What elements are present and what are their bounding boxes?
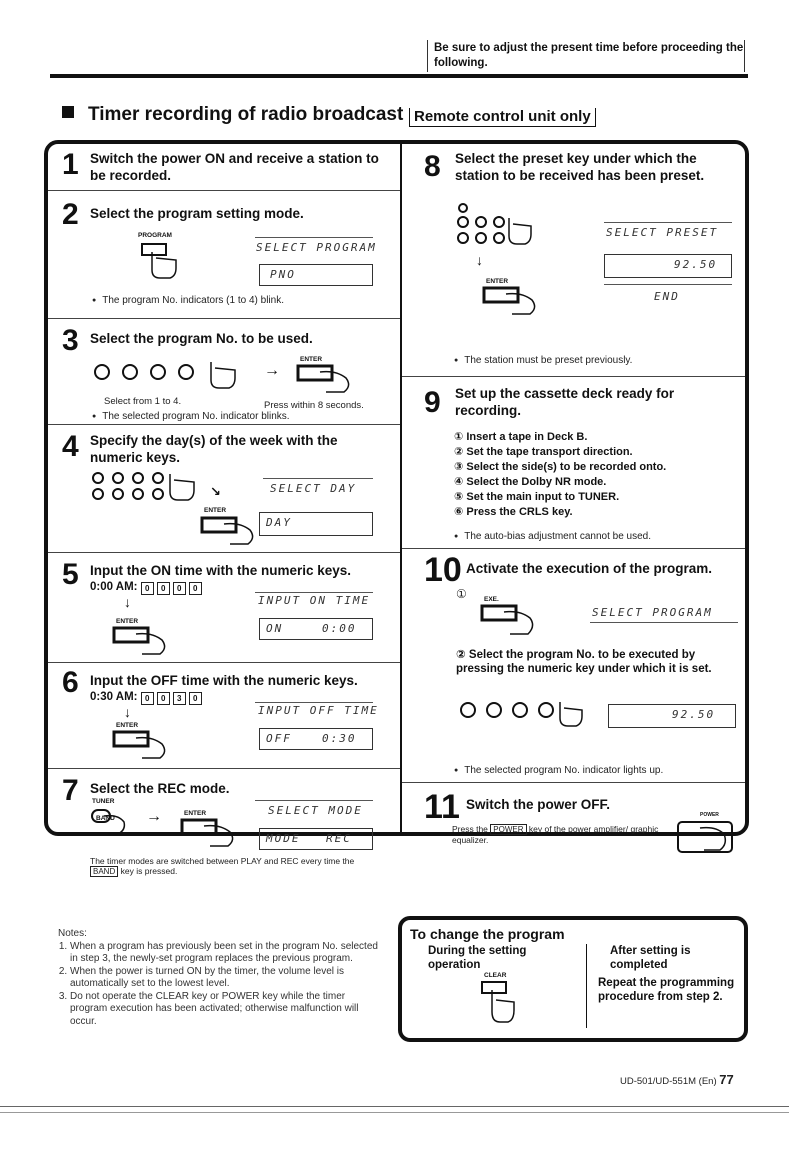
- step-note: [90, 856, 380, 877]
- change-box-divider: [586, 944, 587, 1028]
- step-title: Select the program No. to be used.: [90, 331, 313, 346]
- lcd-display: SELECT MODE: [268, 804, 363, 817]
- lcd-display: SELECT PRESET: [606, 226, 719, 239]
- step-title: Input the ON time with the numeric keys.: [90, 563, 352, 578]
- lcd-display: SELECT DAY: [270, 482, 357, 495]
- step-title: Select the program setting mode.: [90, 206, 304, 221]
- note-item: 3. Do not operate the CLEAR key or POWER key while the timer program execution has been activated; otherwise malfunction will occur.: [70, 991, 378, 1029]
- digit-key: 0: [189, 692, 202, 705]
- exe-key-hand-icon: [480, 602, 540, 638]
- enter-key-label: ENTER: [184, 810, 207, 817]
- tuner-label: TUNER: [92, 798, 115, 805]
- notes-section: [58, 928, 378, 1028]
- digit-key: 0: [173, 582, 186, 595]
- separator: [48, 552, 400, 553]
- digit-key: 0: [141, 582, 154, 595]
- power-keycap: POWER: [490, 824, 526, 835]
- digit-key: 0: [189, 582, 202, 595]
- time-label: [90, 690, 205, 705]
- lcd-display: PNO: [270, 268, 296, 281]
- hand-press-icon: [205, 358, 239, 392]
- time-label: [90, 580, 205, 595]
- digit-key: 0: [157, 582, 170, 595]
- lcd-rule: [255, 237, 373, 238]
- step-title: Switch the power ON and receive a station to be recorded.: [90, 151, 379, 183]
- step-title: Set up the cassette deck ready for recording.: [455, 386, 675, 418]
- lcd-display: SELECT PROGRAM: [256, 241, 377, 254]
- step-note-text: key is pressed.: [120, 866, 178, 876]
- column-divider: [400, 140, 402, 836]
- lcd-rule: [604, 222, 732, 223]
- program-key-label: PROGRAM: [138, 232, 172, 239]
- step-number: 6: [62, 666, 79, 699]
- step-number: 4: [62, 430, 79, 463]
- step-note: ● The selected program No. indicator lights up.: [454, 764, 734, 777]
- step-note-text: The timer modes are switched between PLAY and REC every time the: [90, 856, 355, 866]
- enter-key-label: ENTER: [486, 278, 509, 285]
- step9-item: ③ Select the side(s) to be recorded onto.: [454, 461, 667, 473]
- step9-item: ① Insert a tape in Deck B.: [454, 431, 588, 443]
- arrow-down-right-icon: ↘: [210, 484, 221, 499]
- lcd-display: 92.50: [674, 258, 718, 271]
- digit-key: 3: [173, 692, 186, 705]
- step-note: ● The selected program No. indicator blinks.: [92, 410, 392, 423]
- change-box-right-head: After setting is completed: [610, 945, 691, 971]
- separator: [402, 782, 745, 783]
- lcd-display: ON: [266, 622, 284, 635]
- numeric-keys-icon: [456, 696, 586, 732]
- step-number: 1: [62, 148, 79, 181]
- step9-item: ⑤ Set the main input to TUNER.: [454, 491, 620, 503]
- band-keycap: BAND: [90, 866, 118, 877]
- substep-marker: ①: [456, 587, 467, 601]
- separator: [48, 190, 400, 191]
- lcd-display: MODE: [266, 832, 301, 845]
- enter-key-hand-icon: [482, 284, 542, 318]
- separator: [48, 768, 400, 769]
- model-number: UD-501/UD-551M (En): [620, 1076, 717, 1087]
- square-bullet-icon: [62, 106, 74, 118]
- lcd-display: SELECT PROGRAM: [592, 606, 713, 619]
- note-item: 2. When the power is turned ON by the timer, the volume level is automatically set to the lowest level.: [70, 966, 378, 991]
- enter-key-hand-icon: [112, 624, 172, 658]
- step-title: Select the REC mode.: [90, 781, 230, 796]
- arrow-right-icon: →: [146, 808, 162, 825]
- step-number: 9: [424, 386, 441, 419]
- step-number: 3: [62, 324, 79, 357]
- enter-key-label: ENTER: [204, 507, 227, 514]
- page-number: 77: [719, 1072, 734, 1087]
- step-number: 5: [62, 558, 79, 591]
- step-note-text: Press the: [452, 824, 488, 834]
- step9-item: ⑥ Press the CRLS key.: [454, 506, 573, 518]
- step-title: Specify the day(s) of the week with the numeric keys.: [90, 433, 338, 465]
- lcd-display: 0:30: [322, 732, 357, 745]
- preset-keys-icon: [455, 202, 535, 252]
- lcd-display: OFF: [266, 732, 292, 745]
- lcd-rule: [604, 284, 732, 285]
- lcd-display: DAY: [266, 516, 292, 529]
- remote-only-badge: Remote control unit only: [409, 108, 596, 127]
- step-note: ● The auto-bias adjustment cannot be used.: [454, 530, 734, 543]
- notes-title: Notes:: [58, 928, 87, 939]
- digit-key: 0: [157, 692, 170, 705]
- step-number: 2: [62, 198, 79, 231]
- separator: [402, 376, 745, 377]
- lcd-display: INPUT ON TIME: [258, 594, 371, 607]
- notes-list: [58, 941, 378, 1029]
- change-box-title: To change the program: [410, 926, 565, 942]
- step-note-text: key of the power amplifier/ graphic equalizer.: [452, 824, 659, 845]
- step-title: Select the preset key under which the station to be received has been preset.: [455, 151, 705, 183]
- numeric-keys-icon: [90, 358, 210, 384]
- top-rule: [50, 74, 748, 78]
- digit-key: 0: [141, 692, 154, 705]
- enter-key-hand-icon: [112, 728, 172, 762]
- step-number: 11: [424, 788, 460, 826]
- lcd-rule: [255, 800, 373, 801]
- arrow-right-icon: →: [264, 362, 280, 379]
- separator: [48, 424, 400, 425]
- clear-key-hand-icon: [480, 978, 516, 1028]
- step-note: ● The program No. indicators (1 to 4) blink.: [92, 294, 392, 307]
- separator: [402, 548, 745, 549]
- substep-text: ② Select the program No. to be executed by pressing the numeric key under which it is set.: [456, 649, 712, 675]
- step9-item: ② Set the tape transport direction.: [454, 446, 633, 458]
- lcd-rule: [590, 622, 738, 623]
- band-key-label: BAND: [96, 815, 115, 822]
- step9-item: ④ Select the Dolby NR mode.: [454, 476, 607, 488]
- page-title: [62, 104, 403, 126]
- lcd-display: END: [654, 290, 680, 303]
- page-footer: [620, 1072, 734, 1087]
- separator: [48, 318, 400, 319]
- power-key-hand-icon: [676, 818, 736, 858]
- separator: [48, 662, 400, 663]
- step-note: ● The station must be preset previously.: [454, 354, 734, 367]
- step-number: 8: [424, 150, 441, 183]
- power-key-label: POWER: [700, 812, 719, 818]
- time-label-text: 0:00 AM:: [90, 581, 138, 593]
- lcd-display: REC: [326, 832, 352, 845]
- step-number: 7: [62, 774, 79, 807]
- clear-key-label: CLEAR: [484, 972, 507, 979]
- enter-key-label: ENTER: [300, 356, 323, 363]
- lcd-display: INPUT OFF TIME: [258, 704, 379, 717]
- page-title-text: Timer recording of radio broadcast: [88, 104, 404, 125]
- time-label-text: 0:30 AM:: [90, 691, 138, 703]
- hand-press-icon: [140, 240, 180, 282]
- step-subnote: Press within 8 seconds.: [264, 400, 364, 411]
- note-item: 1. When a program has previously been set in the program No. selected in step 3, the newly-set program replaces the previous program.: [70, 941, 378, 966]
- step-note: [452, 824, 672, 845]
- lcd-rule: [255, 592, 373, 593]
- change-box-right-text: Repeat the programming procedure from step 2.: [598, 977, 735, 1003]
- step-title: Input the OFF time with the numeric keys.: [90, 673, 358, 688]
- lcd-display: 92.50: [672, 708, 716, 721]
- enter-key-hand-icon: [180, 816, 240, 850]
- bottom-rule: [0, 1106, 789, 1107]
- step-subnote: Select from 1 to 4.: [104, 396, 182, 407]
- lcd-rule: [263, 478, 373, 479]
- step-title: Activate the execution of the program.: [466, 561, 713, 576]
- enter-key-label: ENTER: [116, 722, 139, 729]
- change-box-left-head: During the setting operation: [428, 945, 527, 971]
- arrow-down-icon: ↓: [476, 252, 483, 268]
- step-number: 10: [424, 551, 462, 589]
- enter-key-hand-icon: [200, 514, 260, 548]
- lcd-display: 0:00: [322, 622, 357, 635]
- arrow-down-icon: ↓: [124, 594, 131, 610]
- lcd-rule: [255, 702, 373, 703]
- numeric-keys-icon: [90, 470, 200, 504]
- exe-key-label: EXE.: [484, 596, 499, 603]
- notice-box: Be sure to adjust the present time before proceeding the following.: [427, 40, 745, 72]
- enter-key-label: ENTER: [116, 618, 139, 625]
- step-title: Switch the power OFF.: [466, 797, 611, 812]
- enter-key-hand-icon: [296, 362, 356, 396]
- arrow-down-icon: ↓: [124, 704, 131, 720]
- bottom-rule: [0, 1112, 789, 1113]
